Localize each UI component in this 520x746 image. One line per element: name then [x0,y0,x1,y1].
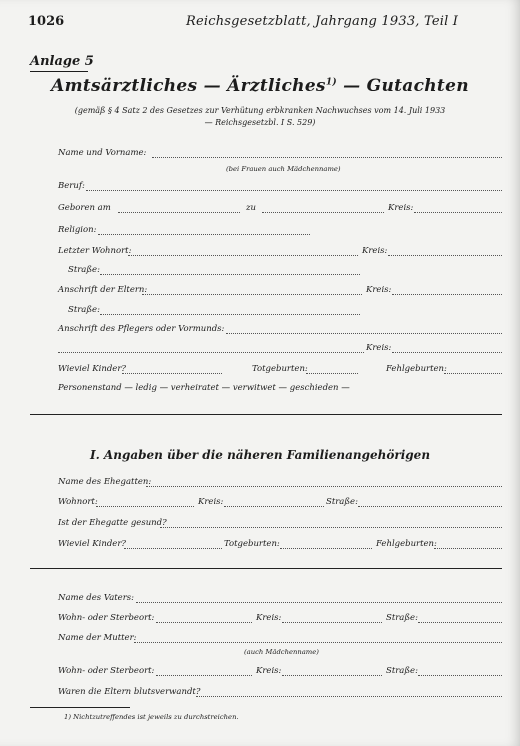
ehegatte-wohnort-field[interactable] [96,506,194,507]
kreis-field-4[interactable] [392,352,502,353]
vater-label: Name des Vaters: [58,593,134,603]
wohnort-label: Letzter Wohnort: [58,246,132,256]
kreis-field-3[interactable] [392,294,502,295]
footnote-rule [30,707,130,708]
name-field[interactable] [152,157,502,158]
personenstand-label: Personenstand — ledig — verheiratet — verwitwet — geschieden — [58,383,350,393]
ehegatte-field[interactable] [146,486,502,487]
vater-kreis-field[interactable] [282,622,382,623]
title-text: Amtsärztliches — Ärztliches [51,76,326,96]
mutter-strasse-label: Straße: [386,666,418,676]
pfleger-field[interactable] [226,333,502,334]
eltern-label: Anschrift der Eltern: [58,285,148,295]
vater-strasse-label: Straße: [386,613,418,623]
vater-strasse-field[interactable] [418,622,502,623]
fehlgeburten-label: Fehlgeburten: [386,364,447,374]
mutter-note: (auch Mädchenname) [244,648,319,656]
annex-underline [30,71,88,72]
ehe-kinder-label: Wieviel Kinder? [58,539,126,549]
ehegatte-strasse-label: Straße: [326,497,358,507]
vater-ort-field[interactable] [156,622,252,623]
kreis-label-1: Kreis: [388,203,414,213]
ehegatte-label: Name des Ehegatten: [58,477,152,487]
footnote [64,713,239,721]
kinder-label: Wieviel Kinder? [58,364,126,374]
annex-label: Anlage 5 [30,54,94,69]
kinder-field[interactable] [122,373,222,374]
ehe-fehlgeburten-field[interactable] [434,548,502,549]
wohnort-field[interactable] [128,255,358,256]
ehe-fehlgeburten-label: Fehlgeburten: [376,539,437,549]
religion-field[interactable] [98,234,310,235]
vater-ort-label: Wohn- oder Sterbeort: [58,613,155,623]
totgeburten-label: Totgeburten: [252,364,308,374]
subtitle-line-1: (gemäß § 4 Satz 2 des Gesetzes zur Verhütung erbkranken Nachwuchses vom 14. Juli 1933 [74,106,446,115]
zu-label: zu [246,203,256,213]
subtitle-line-2: — Reichsgesetzbl. I S. 529) [204,118,316,127]
totgeburten-field[interactable] [306,373,358,374]
mutter-label: Name der Mutter: [58,633,137,643]
fehlgeburten-field[interactable] [444,373,502,374]
beruf-label: Beruf: [58,181,85,191]
geboren-label: Geboren am [58,203,111,213]
eltern-field[interactable] [142,294,362,295]
mutter-field[interactable] [134,642,502,643]
mutter-ort-field[interactable] [156,675,252,676]
strasse-field-1[interactable] [100,274,360,275]
ehegatte-strasse-field[interactable] [358,506,502,507]
ehegatte-wohnort-label: Wohnort: [58,497,98,507]
strasse-field-2[interactable] [100,314,360,315]
title-suffix: — Gutachten [343,76,469,96]
kreis-label-3: Kreis: [366,285,392,295]
vater-field[interactable] [136,602,502,603]
name-note: (bei Frauen auch Mädchenname) [226,165,341,173]
ehe-kinder-field[interactable] [124,548,222,549]
running-header: Reichsgesetzblatt, Jahrgang 1933, Teil I [186,14,459,29]
ehe-totgeburten-label: Totgeburten: [224,539,280,549]
section-divider-2 [30,568,502,569]
ehegatte-kreis-label: Kreis: [198,497,224,507]
ehegatte-kreis-field[interactable] [224,506,324,507]
vater-kreis-label: Kreis: [256,613,282,623]
kreis-field-1[interactable] [414,212,502,213]
section-title: I. Angaben über die näheren Familienangehörigen [89,448,431,462]
title-footnote-mark: 1) [325,77,337,88]
mutter-strasse-field[interactable] [418,675,502,676]
strasse-label-1: Straße: [68,265,100,275]
blutsverwandt-label: Waren die Eltern blutsverwandt? [58,687,201,697]
religion-label: Religion: [58,225,97,235]
ehe-totgeburten-field[interactable] [280,548,372,549]
pfleger-label: Anschrift des Pflegers oder Vormunds: [58,324,225,334]
section-divider-1 [30,414,502,415]
kreis-field-2[interactable] [388,255,502,256]
ehegatte-gesund-label: Ist der Ehegatte gesund? [58,518,167,528]
mutter-kreis-label: Kreis: [256,666,282,676]
mutter-ort-label: Wohn- oder Sterbeort: [58,666,155,676]
footnote-mark: 1) [64,713,71,721]
page-number: 1026 [28,14,65,29]
strasse-label-2: Straße: [68,305,100,315]
ehegatte-gesund-field[interactable] [160,527,502,528]
name-label: Name und Vorname: [58,148,147,158]
beruf-field[interactable] [86,190,502,191]
pfleger-field-2[interactable] [58,352,364,353]
footnote-text: Nichtzutreffendes ist jeweils zu durchstreichen. [73,713,239,721]
kreis-label-2: Kreis: [362,246,388,256]
blutsverwandt-field[interactable] [196,696,502,697]
kreis-label-4: Kreis: [366,343,392,353]
geburtsort-field[interactable] [262,212,384,213]
form-title [0,76,520,96]
mutter-kreis-field[interactable] [282,675,382,676]
geboren-field[interactable] [118,212,240,213]
